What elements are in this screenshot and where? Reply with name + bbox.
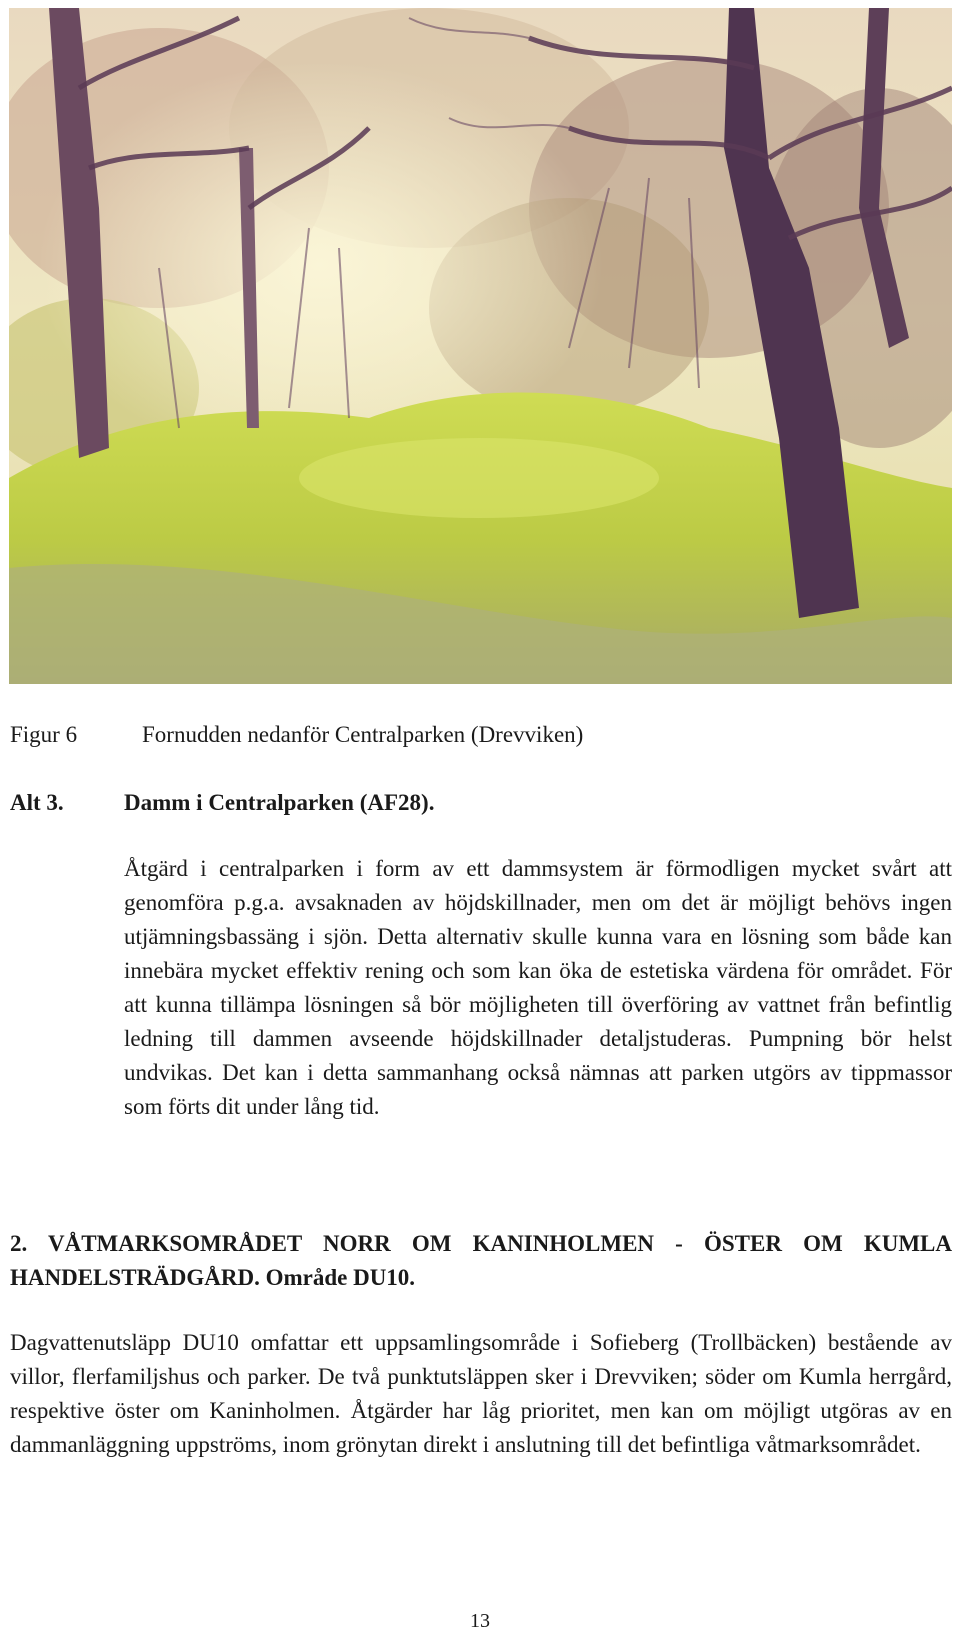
section-paragraph: Dagvattenutsläpp DU10 omfattar ett uppsamlingsområde i Sofieberg (Trollbäcken) bestående av villor, flerfamiljshus och parker. De två punktutsläppen sker i Drevviken; söder om Kumla herrgård, respektive öster om Kaninholmen. Åtgärder har låg prioritet, men kan om möjligt utgöras av en dammanläggning uppströms, inom grönytan direkt i anslutning till det befintliga våtmarksområdet. (10, 1330, 952, 1457)
park-photo (9, 8, 952, 684)
alternative-heading-row (10, 790, 434, 816)
figure-caption (10, 722, 583, 748)
section-heading: 2. VÅTMARKSOMRÅDET NORR OM KANINHOLMEN - ÖSTER OM KUMLA HANDELSTRÄDGÅRD. Område DU10. (10, 1231, 952, 1290)
alternative-heading: Damm i Centralparken (AF28). (124, 790, 435, 815)
figure-number: Figur 6 (10, 722, 78, 747)
alternative-label: Alt 3. (10, 790, 64, 815)
alternative-paragraph: Åtgärd i centralparken i form av ett dammsystem är förmodligen mycket svårt att genomföra p.g.a. avsaknaden av höjdskillnader, men om det är möjligt behövs ingen utjämningsbassäng i sjön. Detta alternativ skulle kunna vara en lösning som både kan innebära mycket effektiv rening och som kan öka de estetiska värdena för området. För att kunna tillämpa lösningen så bör möjligheten till överföring av vattnet från befintlig ledning till dammen avseende höjdskillnader detaljstuderas. Pumpning bör helst undvikas. Det kan i detta sammanhang också nämnas att parken utgörs av tippmassor som förts dit under lång tid. (124, 856, 952, 1119)
page-number: 13 (470, 1610, 490, 1632)
figure-caption-text: Fornudden nedanför Centralparken (Drevviken) (142, 722, 584, 747)
